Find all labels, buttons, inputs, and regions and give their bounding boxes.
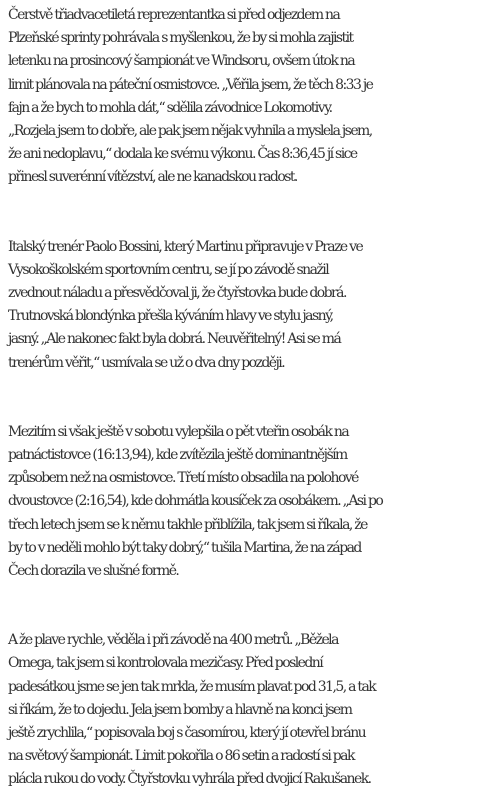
text-line: zvednout náladu a přesvědčoval ji, že čtyřstovka bude dobrá.: [8, 285, 346, 302]
text-line: „Rozjela jsem to dobře, ale pak jsem nějak vyhnila a myslela jsem,: [8, 123, 372, 140]
text-line: Plzeňské sprinty pohrávala s myšlenkou, že by si mohla zajistit: [8, 30, 353, 47]
text-line: padesátkou jsme se jen tak mrkla, že musím plavat pod 31,5, a tak: [8, 678, 376, 695]
paragraph-4: [8, 629, 490, 791]
text-line: jasný. „Ale nakonec fakt byla dobrá. Neuvěřitelný! Asi se má: [8, 331, 341, 348]
text-line: Čerstvě třiadvacetiletá reprezentantka si před odjezdem na: [8, 7, 340, 23]
text-line: limit plánovala na páteční osmistovce. „Věřila jsem, že těch 8:33 je: [8, 76, 373, 93]
text-line: Trutnovská blondýnka přešla kýváním hlavy ve stylu jasný,: [8, 308, 333, 325]
text-line: přinesl suverénní vítězství, ale ne kanadskou radost.: [8, 169, 297, 186]
text-line: letenku na prosincový šampionát ve Windsoru, ovšem útok na: [8, 53, 355, 70]
text-line: dvoustovce (2:16,54), kde dohmátla kousíček za osobákem. „Asi po: [8, 493, 383, 510]
text-line: Italský trenér Paolo Bossini, který Martinu připravuje v Praze ve: [8, 238, 363, 255]
text-line: patnáctistovce (16:13,94), kde zvítězila ještě dominantnějším: [8, 447, 347, 464]
text-line: způsobem než na osmistovce. Třetí místo obsadila na polohové: [8, 470, 358, 487]
text-line: A že plave rychle, věděla i při závodě na 400 metrů. „Běžela: [8, 632, 338, 649]
text-line: Mezitím si však ještě v sobotu vylepšila o pět vteřin osobák na: [8, 423, 349, 440]
text-line: že ani nedoplavu,“ dodala ke svému výkonu. Čas 8:36,45 jí sice: [8, 146, 357, 163]
text-line: třech letech jsem se k němu takhle přiblížila, tak jsem si říkala, že: [8, 516, 367, 533]
paragraph-2: [8, 236, 490, 375]
text-line: ještě zrychlila,“ popisovala boj s časomírou, který jí otevřel bránu: [8, 725, 366, 742]
text-line: plácla rukou do vody. Čtyřstovku vyhrála před dvojicí Rakušanek.: [8, 771, 371, 788]
paragraph-1: [8, 4, 490, 190]
paragraph-3: [8, 421, 490, 583]
text-line: Omega, tak jsem si kontrolovala mezičasy. Před poslední: [8, 655, 323, 672]
text-line: si říkám, že to dojedu. Jela jsem bomby a hlavně na konci jsem: [8, 701, 352, 718]
text-line: trenérům věřit,“ usmívala se už o dva dny později.: [8, 354, 285, 371]
text-line: Čech dorazila ve slušné formě.: [8, 563, 179, 580]
text-line: Vysokoškolském sportovním centru, se jí po závodě snažil: [8, 261, 329, 278]
text-line: na světový šampionát. Limit pokořila o 86 setin a radostí si pak: [8, 748, 354, 765]
text-line: fajn a že bych to mohla dát,“ sdělila závodnice Lokomotivy.: [8, 99, 332, 116]
text-line: by to v neděli mohlo být taky dobrý,“ tušila Martina, že na západ: [8, 539, 361, 556]
